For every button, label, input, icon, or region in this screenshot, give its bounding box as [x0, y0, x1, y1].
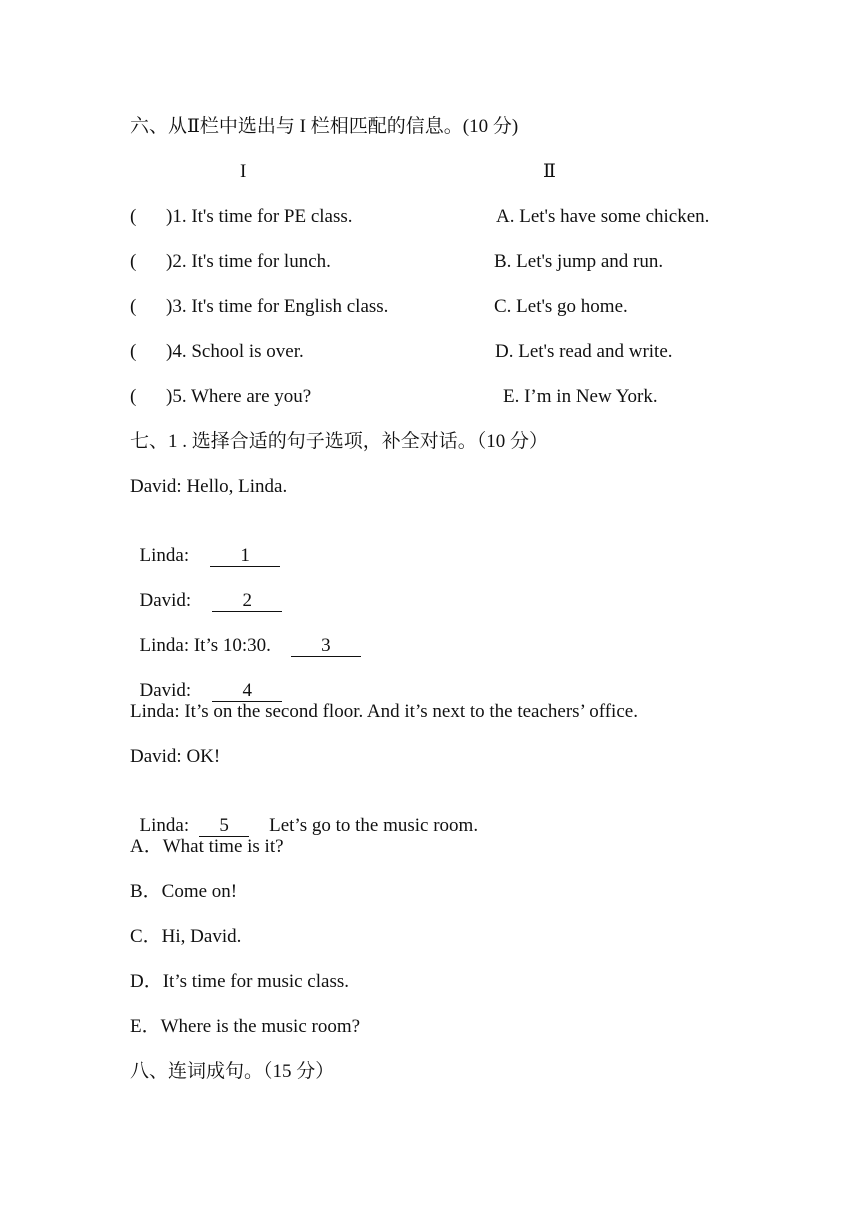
question-text: )1. It's time for PE class.	[166, 206, 353, 227]
option-text: E. I’m in New York.	[503, 386, 658, 407]
option-text: C. Let's go home.	[494, 296, 628, 317]
question-text: )2. It's time for lunch.	[166, 251, 331, 272]
column-2-header: Ⅱ	[543, 161, 556, 182]
question-text: )4. School is over.	[166, 341, 304, 362]
option-item: D．It’s time for music class.	[130, 971, 349, 992]
dialogue-line	[130, 790, 478, 838]
answer-paren[interactable]: (	[130, 341, 137, 362]
answer-blank[interactable]: 5	[199, 816, 249, 837]
dialogue-line: David: Hello, Linda.	[130, 476, 288, 497]
section8-heading: 八、连词成句。（15 分）	[130, 1061, 335, 1082]
column-1-header: I	[240, 161, 247, 182]
option-text: A. Let's have some chicken.	[496, 206, 710, 227]
answer-blank[interactable]: 4	[212, 681, 282, 702]
dialogue-line	[130, 610, 361, 658]
dialogue-text: Linda: It’s 10:30.	[139, 635, 271, 656]
dialogue-line: David: OK!	[130, 746, 221, 767]
speaker-label: David:	[139, 680, 192, 701]
dialogue-line	[130, 655, 282, 703]
dialogue-line	[130, 565, 282, 613]
speaker-label: Linda:	[139, 545, 190, 566]
dialogue-line: Linda: It’s on the second floor. And it’s next to the teachers’ office.	[130, 701, 638, 722]
answer-paren[interactable]: (	[130, 386, 137, 407]
speaker-label: David:	[139, 590, 192, 611]
option-item: E．Where is the music room?	[130, 1016, 361, 1037]
speaker-label: Linda:	[139, 815, 190, 836]
answer-blank[interactable]: 3	[291, 636, 361, 657]
question-text: )3. It's time for English class.	[166, 296, 389, 317]
answer-paren[interactable]: (	[130, 296, 137, 317]
option-item: B．Come on!	[130, 881, 238, 902]
section6-heading: 六、从Ⅱ栏中选出与 I 栏相匹配的信息。(10 分)	[130, 116, 519, 137]
option-item: C．Hi, David.	[130, 926, 242, 947]
dialogue-line	[130, 520, 280, 568]
answer-blank[interactable]: 1	[210, 546, 280, 567]
answer-paren[interactable]: (	[130, 206, 137, 227]
option-item: A．What time is it?	[130, 836, 284, 857]
section7-heading: 七、1 . 选择合适的句子选项，补全对话。（10 分）	[130, 431, 549, 452]
option-text: D. Let's read and write.	[495, 341, 673, 362]
question-text: )5. Where are you?	[166, 386, 312, 407]
dialogue-text: Let’s go to the music room.	[269, 815, 479, 836]
answer-paren[interactable]: (	[130, 251, 137, 272]
option-text: B. Let's jump and run.	[494, 251, 664, 272]
answer-blank[interactable]: 2	[212, 591, 282, 612]
